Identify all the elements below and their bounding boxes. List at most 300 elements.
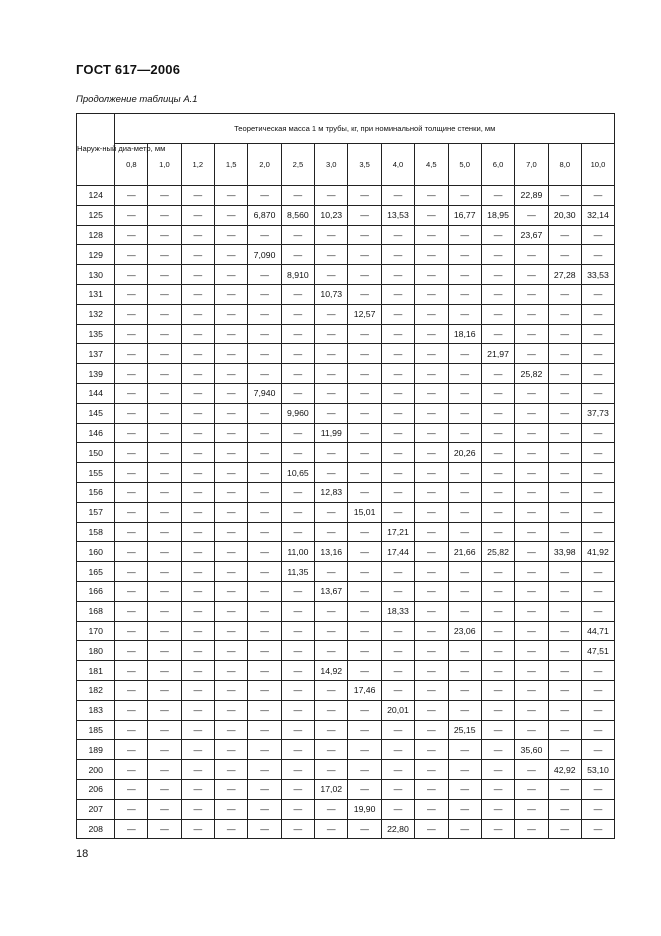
table-body xyxy=(77,186,615,839)
mass-value-cell: — xyxy=(515,522,548,542)
mass-value-cell: — xyxy=(548,324,581,344)
mass-value-cell: — xyxy=(515,621,548,641)
mass-value-cell: — xyxy=(415,740,448,760)
mass-value-cell: — xyxy=(115,740,148,760)
mass-value-cell: — xyxy=(548,522,581,542)
mass-value-cell: — xyxy=(148,799,181,819)
mass-value-cell: 12,83 xyxy=(315,482,348,502)
mass-value-cell: — xyxy=(215,581,248,601)
mass-value-cell: — xyxy=(448,700,481,720)
mass-value-cell: — xyxy=(115,443,148,463)
mass-value-cell: 20,26 xyxy=(448,443,481,463)
mass-value-cell: — xyxy=(181,423,214,443)
mass-value-cell: — xyxy=(581,562,614,582)
mass-value-cell: — xyxy=(448,661,481,681)
mass-value-cell: — xyxy=(115,265,148,285)
mass-value-cell: — xyxy=(348,760,381,780)
mass-value-cell: 12,57 xyxy=(348,304,381,324)
mass-value-cell: — xyxy=(415,443,448,463)
mass-value-cell: — xyxy=(348,383,381,403)
mass-value-cell: — xyxy=(481,522,514,542)
mass-value-cell: — xyxy=(348,423,381,443)
mass-value-cell: — xyxy=(215,700,248,720)
mass-value-cell: — xyxy=(348,601,381,621)
mass-value-cell: — xyxy=(581,423,614,443)
mass-value-cell: — xyxy=(248,740,281,760)
mass-value-cell: — xyxy=(248,542,281,562)
mass-value-cell: — xyxy=(581,522,614,542)
mass-value-cell: 25,82 xyxy=(481,542,514,562)
mass-value-cell: — xyxy=(381,740,414,760)
mass-value-cell: — xyxy=(281,502,314,522)
mass-value-cell: — xyxy=(181,700,214,720)
mass-value-cell: 42,92 xyxy=(548,760,581,780)
mass-value-cell: — xyxy=(281,700,314,720)
mass-value-cell: — xyxy=(348,324,381,344)
mass-value-cell: — xyxy=(448,284,481,304)
mass-value-cell: 17,44 xyxy=(381,542,414,562)
mass-value-cell: — xyxy=(115,601,148,621)
mass-value-cell: 16,77 xyxy=(448,205,481,225)
mass-value-cell: — xyxy=(115,542,148,562)
thickness-header-cell: 2,5 xyxy=(281,144,314,186)
mass-value-cell: — xyxy=(515,799,548,819)
thickness-header-cell: 6,0 xyxy=(481,144,514,186)
mass-value-cell: 9,960 xyxy=(281,403,314,423)
mass-value-cell: — xyxy=(348,661,381,681)
mass-value-cell: — xyxy=(381,680,414,700)
mass-value-cell: — xyxy=(115,423,148,443)
mass-value-cell: — xyxy=(215,819,248,839)
mass-value-cell: — xyxy=(181,364,214,384)
mass-value-cell: — xyxy=(248,403,281,423)
mass-value-cell: — xyxy=(115,621,148,641)
mass-value-cell: — xyxy=(581,364,614,384)
table-row xyxy=(77,581,615,601)
mass-value-cell: — xyxy=(248,641,281,661)
mass-value-cell: 35,60 xyxy=(515,740,548,760)
mass-value-cell: — xyxy=(148,601,181,621)
mass-value-cell: — xyxy=(248,720,281,740)
mass-value-cell: — xyxy=(448,482,481,502)
mass-value-cell: — xyxy=(215,364,248,384)
mass-value-cell: — xyxy=(115,225,148,245)
mass-value-cell: — xyxy=(148,463,181,483)
outer-diameter-cell: 131 xyxy=(77,284,115,304)
mass-value-cell: — xyxy=(481,621,514,641)
mass-value-cell: — xyxy=(248,799,281,819)
mass-value-cell: — xyxy=(248,265,281,285)
thickness-header-cell: 8,0 xyxy=(548,144,581,186)
outer-diameter-cell: 158 xyxy=(77,522,115,542)
mass-value-cell: 44,71 xyxy=(581,621,614,641)
mass-value-cell: — xyxy=(248,482,281,502)
outer-diameter-cell: 137 xyxy=(77,344,115,364)
mass-value-cell: — xyxy=(415,819,448,839)
mass-value-cell: — xyxy=(148,443,181,463)
mass-value-cell: — xyxy=(181,383,214,403)
mass-value-cell: — xyxy=(548,463,581,483)
mass-value-cell: — xyxy=(515,284,548,304)
mass-value-cell: — xyxy=(481,245,514,265)
table-row xyxy=(77,304,615,324)
outer-diameter-cell: 157 xyxy=(77,502,115,522)
mass-value-cell: — xyxy=(348,344,381,364)
mass-value-cell: — xyxy=(315,562,348,582)
mass-value-cell: — xyxy=(281,324,314,344)
mass-value-cell: — xyxy=(448,779,481,799)
mass-value-cell: — xyxy=(148,641,181,661)
thickness-header-cell: 4,5 xyxy=(415,144,448,186)
mass-value-cell: — xyxy=(515,463,548,483)
mass-value-cell: — xyxy=(181,463,214,483)
table-row xyxy=(77,186,615,206)
mass-value-cell: — xyxy=(381,581,414,601)
mass-value-cell: — xyxy=(515,304,548,324)
mass-value-cell: — xyxy=(581,344,614,364)
mass-value-cell: — xyxy=(215,403,248,423)
mass-value-cell: — xyxy=(381,245,414,265)
mass-value-cell: — xyxy=(448,680,481,700)
mass-value-cell: — xyxy=(415,284,448,304)
theoretical-mass-header: Теоретическая масса 1 м трубы, кг, при номинальной толщине стенки, мм xyxy=(115,114,615,144)
mass-value-cell: — xyxy=(415,205,448,225)
mass-value-cell: — xyxy=(381,186,414,206)
outer-diameter-cell: 130 xyxy=(77,265,115,285)
mass-value-cell: — xyxy=(148,364,181,384)
mass-value-cell: — xyxy=(415,522,448,542)
mass-value-cell: — xyxy=(248,443,281,463)
mass-value-cell: — xyxy=(415,482,448,502)
mass-value-cell: — xyxy=(115,680,148,700)
mass-value-cell: — xyxy=(281,760,314,780)
mass-value-cell: — xyxy=(381,779,414,799)
mass-value-cell: — xyxy=(181,403,214,423)
mass-value-cell: — xyxy=(448,760,481,780)
outer-diameter-cell: 145 xyxy=(77,403,115,423)
mass-value-cell: 22,89 xyxy=(515,186,548,206)
outer-diameter-cell: 124 xyxy=(77,186,115,206)
mass-value-cell: — xyxy=(548,304,581,324)
mass-value-cell: — xyxy=(148,304,181,324)
mass-value-cell: — xyxy=(448,186,481,206)
mass-value-cell: — xyxy=(581,720,614,740)
mass-value-cell: — xyxy=(115,700,148,720)
outer-diameter-cell: 160 xyxy=(77,542,115,562)
mass-value-cell: — xyxy=(215,344,248,364)
mass-value-cell: — xyxy=(481,482,514,502)
mass-value-cell: — xyxy=(181,245,214,265)
mass-value-cell: 7,940 xyxy=(248,383,281,403)
mass-value-cell: — xyxy=(381,621,414,641)
mass-value-cell: 22,80 xyxy=(381,819,414,839)
mass-value-cell: — xyxy=(281,522,314,542)
table-row xyxy=(77,562,615,582)
mass-value-cell: — xyxy=(581,779,614,799)
mass-value-cell: — xyxy=(115,324,148,344)
mass-value-cell: — xyxy=(348,562,381,582)
mass-value-cell: — xyxy=(148,502,181,522)
mass-value-cell: — xyxy=(415,581,448,601)
mass-value-cell: — xyxy=(181,641,214,661)
mass-value-cell: — xyxy=(315,502,348,522)
mass-value-cell: 25,82 xyxy=(515,364,548,384)
mass-value-cell: — xyxy=(548,344,581,364)
mass-value-cell: — xyxy=(215,186,248,206)
mass-value-cell: — xyxy=(581,581,614,601)
mass-value-cell: 53,10 xyxy=(581,760,614,780)
mass-value-cell: — xyxy=(415,720,448,740)
thickness-header-cell: 0,8 xyxy=(115,144,148,186)
mass-value-cell: 11,00 xyxy=(281,542,314,562)
mass-value-cell: — xyxy=(415,344,448,364)
mass-value-cell: — xyxy=(248,522,281,542)
mass-value-cell: — xyxy=(315,601,348,621)
outer-diameter-cell: 156 xyxy=(77,482,115,502)
mass-value-cell: — xyxy=(515,641,548,661)
outer-diameter-cell: 168 xyxy=(77,601,115,621)
mass-value-cell: — xyxy=(248,364,281,384)
mass-value-cell: — xyxy=(215,423,248,443)
mass-value-cell: — xyxy=(181,443,214,463)
mass-value-cell: — xyxy=(548,661,581,681)
mass-value-cell: — xyxy=(215,265,248,285)
mass-value-cell: 27,28 xyxy=(548,265,581,285)
mass-value-cell: — xyxy=(148,581,181,601)
mass-value-cell: — xyxy=(148,225,181,245)
mass-value-cell: — xyxy=(548,621,581,641)
table-row xyxy=(77,443,615,463)
mass-value-cell: — xyxy=(381,403,414,423)
mass-value-cell: — xyxy=(381,562,414,582)
mass-value-cell: — xyxy=(115,344,148,364)
mass-value-cell: — xyxy=(348,225,381,245)
mass-value-cell: — xyxy=(248,601,281,621)
mass-value-cell: — xyxy=(281,720,314,740)
mass-value-cell: — xyxy=(348,265,381,285)
mass-value-cell: — xyxy=(381,383,414,403)
mass-value-cell: — xyxy=(415,562,448,582)
mass-value-cell: 25,15 xyxy=(448,720,481,740)
outer-diameter-cell: 200 xyxy=(77,760,115,780)
mass-value-cell: — xyxy=(448,383,481,403)
mass-value-cell: — xyxy=(348,522,381,542)
mass-value-cell: — xyxy=(281,304,314,324)
thickness-header-cell: 10,0 xyxy=(581,144,614,186)
mass-value-cell: — xyxy=(181,344,214,364)
outer-diameter-cell: 206 xyxy=(77,779,115,799)
mass-value-cell: — xyxy=(148,284,181,304)
outer-diameter-cell: 180 xyxy=(77,641,115,661)
mass-value-cell: — xyxy=(515,819,548,839)
mass-value-cell: — xyxy=(115,186,148,206)
mass-value-cell: — xyxy=(248,284,281,304)
mass-value-cell: — xyxy=(481,324,514,344)
mass-value-cell: — xyxy=(481,304,514,324)
mass-value-cell: 14,92 xyxy=(315,661,348,681)
outer-diameter-cell: 132 xyxy=(77,304,115,324)
outer-diameter-cell: 182 xyxy=(77,680,115,700)
mass-value-cell: — xyxy=(281,819,314,839)
mass-value-cell: — xyxy=(515,601,548,621)
mass-value-cell: — xyxy=(481,760,514,780)
mass-value-cell: — xyxy=(548,423,581,443)
mass-value-cell: — xyxy=(448,265,481,285)
mass-value-cell: — xyxy=(248,661,281,681)
mass-value-cell: — xyxy=(515,265,548,285)
mass-value-cell: — xyxy=(148,265,181,285)
mass-value-cell: — xyxy=(348,740,381,760)
mass-value-cell: — xyxy=(181,799,214,819)
mass-value-cell: — xyxy=(281,364,314,384)
mass-value-cell: — xyxy=(281,245,314,265)
mass-value-cell: — xyxy=(115,641,148,661)
mass-value-cell: — xyxy=(581,819,614,839)
mass-value-cell: 20,01 xyxy=(381,700,414,720)
mass-value-cell: — xyxy=(281,225,314,245)
table-row xyxy=(77,403,615,423)
table-row xyxy=(77,482,615,502)
mass-value-cell: 41,92 xyxy=(581,542,614,562)
thickness-header-cell: 1,2 xyxy=(181,144,214,186)
mass-value-cell: — xyxy=(215,463,248,483)
mass-value-cell: — xyxy=(215,324,248,344)
mass-value-cell: 10,65 xyxy=(281,463,314,483)
mass-value-cell: — xyxy=(215,522,248,542)
mass-value-cell: — xyxy=(448,740,481,760)
mass-value-cell: — xyxy=(281,344,314,364)
mass-value-cell: — xyxy=(248,225,281,245)
mass-value-cell: — xyxy=(215,205,248,225)
mass-value-cell: — xyxy=(315,819,348,839)
mass-value-cell: 17,02 xyxy=(315,779,348,799)
mass-value-cell: — xyxy=(315,443,348,463)
mass-value-cell: — xyxy=(548,740,581,760)
mass-value-cell: — xyxy=(248,186,281,206)
mass-value-cell: — xyxy=(581,601,614,621)
mass-value-cell: — xyxy=(348,819,381,839)
mass-value-cell: — xyxy=(448,463,481,483)
table-row xyxy=(77,364,615,384)
mass-value-cell: — xyxy=(215,740,248,760)
outer-diameter-cell: 144 xyxy=(77,383,115,403)
mass-value-cell: — xyxy=(381,720,414,740)
mass-value-cell: — xyxy=(481,443,514,463)
mass-value-cell: — xyxy=(481,799,514,819)
mass-value-cell: — xyxy=(281,482,314,502)
mass-value-cell: — xyxy=(248,344,281,364)
outer-diameter-cell: 183 xyxy=(77,700,115,720)
mass-value-cell: — xyxy=(448,403,481,423)
mass-value-cell: — xyxy=(481,720,514,740)
mass-value-cell: — xyxy=(415,245,448,265)
mass-value-cell: — xyxy=(515,205,548,225)
thickness-header-cell: 1,0 xyxy=(148,144,181,186)
mass-value-cell: — xyxy=(248,621,281,641)
mass-value-cell: — xyxy=(115,403,148,423)
mass-value-cell: — xyxy=(348,581,381,601)
mass-value-cell: — xyxy=(448,225,481,245)
table-row xyxy=(77,760,615,780)
mass-value-cell: — xyxy=(581,225,614,245)
mass-value-cell: — xyxy=(481,779,514,799)
mass-value-cell: — xyxy=(148,423,181,443)
mass-value-cell: — xyxy=(548,562,581,582)
mass-value-cell: — xyxy=(548,581,581,601)
mass-value-cell: — xyxy=(115,720,148,740)
mass-value-cell: — xyxy=(181,621,214,641)
mass-value-cell: — xyxy=(415,760,448,780)
mass-value-cell: — xyxy=(148,779,181,799)
mass-value-cell: — xyxy=(515,661,548,681)
mass-value-cell: — xyxy=(215,641,248,661)
mass-value-cell: — xyxy=(481,364,514,384)
mass-value-cell: — xyxy=(381,284,414,304)
mass-value-cell: — xyxy=(381,502,414,522)
outer-diameter-cell: 189 xyxy=(77,740,115,760)
outer-diameter-header: Наруж-ный диа-метр, мм xyxy=(77,114,115,186)
mass-value-cell: — xyxy=(581,186,614,206)
mass-value-cell: — xyxy=(315,383,348,403)
mass-value-cell: — xyxy=(348,720,381,740)
mass-value-cell: — xyxy=(315,621,348,641)
mass-value-cell: — xyxy=(481,423,514,443)
table-row xyxy=(77,542,615,562)
mass-value-cell: — xyxy=(348,186,381,206)
mass-value-cell: 17,46 xyxy=(348,680,381,700)
mass-value-cell: — xyxy=(181,225,214,245)
mass-value-cell: — xyxy=(181,304,214,324)
mass-value-cell: — xyxy=(581,324,614,344)
mass-value-cell: 33,53 xyxy=(581,265,614,285)
table-row xyxy=(77,522,615,542)
mass-value-cell: — xyxy=(115,205,148,225)
mass-value-cell: — xyxy=(381,423,414,443)
mass-value-cell: — xyxy=(315,641,348,661)
mass-value-cell: — xyxy=(115,482,148,502)
mass-value-cell: — xyxy=(281,443,314,463)
mass-value-cell: — xyxy=(281,680,314,700)
mass-value-cell: — xyxy=(181,186,214,206)
mass-value-cell: — xyxy=(148,819,181,839)
mass-value-cell: — xyxy=(315,740,348,760)
mass-value-cell: — xyxy=(248,760,281,780)
mass-value-cell: — xyxy=(315,720,348,740)
mass-value-cell: — xyxy=(248,423,281,443)
mass-value-cell: 20,30 xyxy=(548,205,581,225)
table-row xyxy=(77,799,615,819)
mass-value-cell: — xyxy=(248,581,281,601)
mass-value-cell: — xyxy=(281,383,314,403)
mass-value-cell: 17,21 xyxy=(381,522,414,542)
mass-value-cell: — xyxy=(581,443,614,463)
mass-value-cell: — xyxy=(415,661,448,681)
mass-value-cell: — xyxy=(381,265,414,285)
mass-value-cell: — xyxy=(515,581,548,601)
mass-value-cell: — xyxy=(115,245,148,265)
mass-value-cell: — xyxy=(415,601,448,621)
mass-value-cell: — xyxy=(248,680,281,700)
outer-diameter-cell: 125 xyxy=(77,205,115,225)
outer-diameter-cell: 150 xyxy=(77,443,115,463)
mass-value-cell: — xyxy=(181,720,214,740)
mass-value-cell: — xyxy=(115,304,148,324)
mass-value-cell: — xyxy=(581,304,614,324)
mass-value-cell: — xyxy=(215,562,248,582)
mass-value-cell: — xyxy=(448,364,481,384)
mass-value-cell: — xyxy=(515,344,548,364)
mass-value-cell: — xyxy=(448,799,481,819)
